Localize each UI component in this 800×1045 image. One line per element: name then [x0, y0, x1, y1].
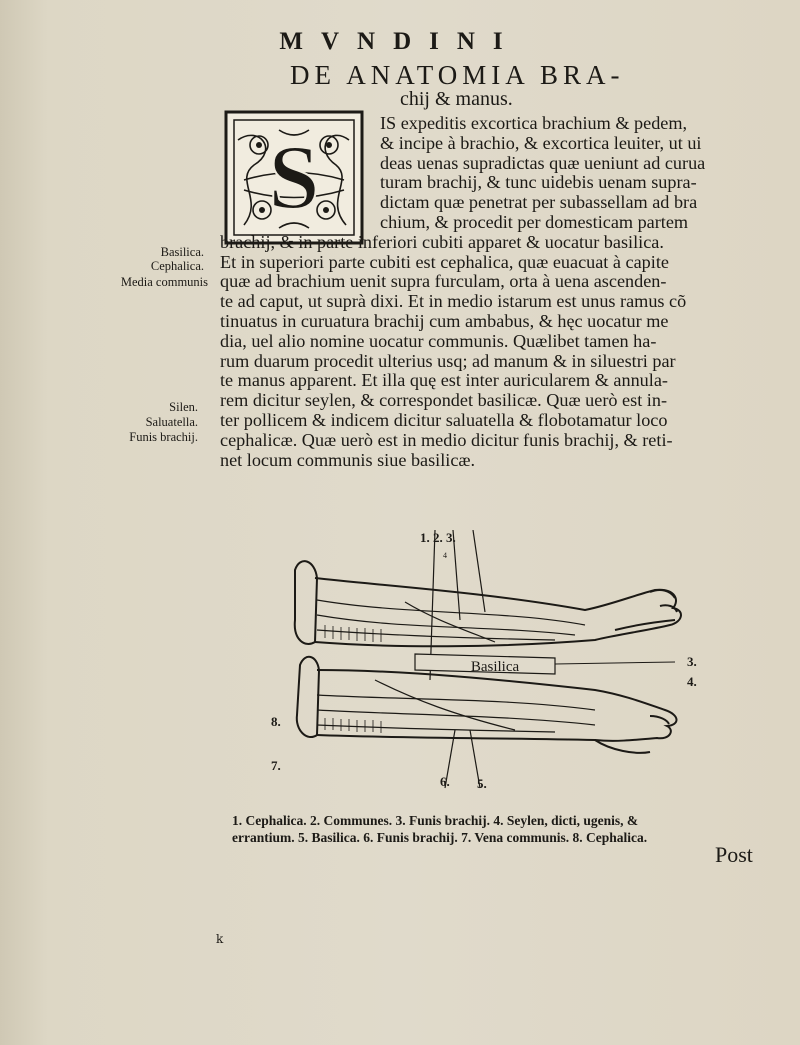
caption-line: errantium. 5. Basilica. 6. Funis brachij. 7. Vena communis. 8. Cephalica.: [232, 830, 648, 845]
figure-label-basilica: Basilica: [470, 659, 520, 675]
text-line: net locum communis siue basilicæ.: [220, 449, 476, 470]
text-line: turam brachij, & tunc uidebis uenam supra-: [380, 172, 697, 193]
text-line: deas uenas supradictas quæ ueniunt ad curua: [380, 152, 706, 173]
signature-mark: k: [216, 932, 224, 946]
body-text: [220, 114, 760, 470]
initial-letter: S: [268, 126, 320, 228]
text-line: dictam quæ penetrat per subassellam ad bra: [380, 192, 698, 213]
text-line: rem dicitur seylen, & correspondet basilicæ. Quæ uerò est in-: [220, 390, 667, 411]
text-line: tinuatus in curuatura brachij cum ambabus, & hęc uocatur me: [220, 310, 669, 331]
text-line: ter pollicem & indicem dicitur saluatella & flobotamatur loco: [220, 409, 668, 430]
text-line: chium, & procedit per domesticam partem: [380, 211, 689, 232]
margin-note-media: Media communis: [120, 275, 208, 289]
figure-label-8: 8.: [271, 714, 281, 729]
text-line: quæ ad brachium uenit supra furculam, orta à uena ascenden-: [220, 271, 667, 292]
text-line: & incipe à brachio, & excortica leuiter, ut ui: [380, 132, 702, 153]
margin-note-basilica: Basilica.: [160, 245, 204, 259]
text-line: te manus apparent. Et illa quę est inter auricularem & annula-: [220, 370, 668, 391]
arm-veins-woodcut: [255, 530, 715, 800]
text-line: rum duarum procedit ulterius usq; ad manum & in siluestri par: [220, 350, 676, 371]
margin-note-funis: Funis brachij.: [129, 430, 198, 444]
chapter-title: DE ANATOMIA BRA-: [290, 60, 625, 90]
text-line: brachij, & in parte inferiori cubiti apparet & uocatur basilica.: [220, 231, 664, 252]
margin-note-saluatella: Saluatella.: [145, 415, 198, 429]
figure-label-5: 5.: [477, 776, 487, 791]
caption-line: 1. Cephalica. 2. Communes. 3. Funis brachij. 4. Seylen, dicti, ugenis, &: [232, 813, 639, 828]
text-line: te ad caput, ut suprà dixi. Et in medio istarum est unus ramus cõ: [220, 291, 687, 312]
figure-label-top: 1. 2. 3.: [420, 530, 456, 545]
figure-label-right-upper: 3.: [687, 654, 697, 669]
text-line: cephalicæ. Quæ uerò est in medio dicitur funis brachij, & reti-: [220, 429, 673, 450]
figure-caption: [232, 812, 762, 846]
text-line: dia, uel alio nomine uocatur communis. Quælibet tamen ha-: [220, 330, 657, 351]
margin-note-silen: Silen.: [169, 400, 198, 414]
text-line: IS expeditis excortica brachium & pedem,: [380, 113, 688, 133]
figure-label-top-small: 4: [443, 551, 447, 560]
chapter-title-continued: chij & manus.: [400, 88, 513, 110]
margin-note-cephalica: Cephalica.: [150, 259, 204, 273]
figure-label-7: 7.: [271, 758, 281, 773]
figure-label-6: 6.: [440, 774, 450, 789]
running-head: MVNDINI: [279, 28, 521, 55]
catchword: Post: [715, 842, 753, 867]
figure-label-right-lower: 4.: [687, 674, 697, 689]
text-line: Et in superiori parte cubiti est cephalica, quæ euacuat à capite: [220, 251, 669, 272]
